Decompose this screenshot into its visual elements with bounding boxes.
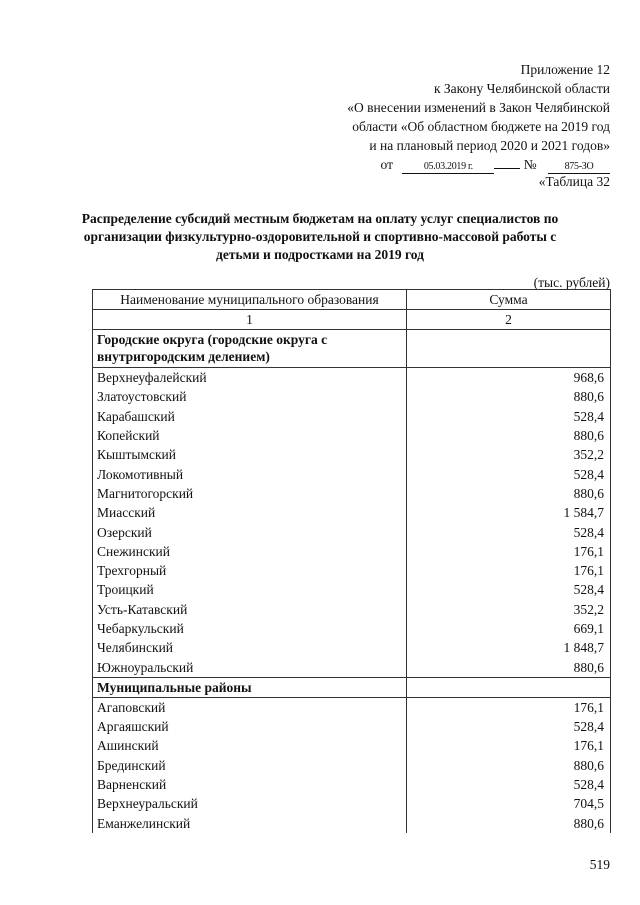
municipality-name: Усть-Катавский — [93, 600, 407, 619]
subsidy-amount: 528,4 — [407, 580, 611, 599]
subsidy-amount: 880,6 — [407, 387, 611, 406]
municipality-name: Верхнеуральский — [93, 794, 407, 813]
table-row — [93, 697, 611, 717]
header-sum: Сумма — [407, 290, 611, 310]
section-value-empty — [407, 330, 611, 368]
municipality-name: Карабашский — [93, 407, 407, 426]
subsidy-amount: 669,1 — [407, 619, 611, 638]
subsidy-amount: 528,4 — [407, 717, 611, 736]
header-name: Наименование муниципального образования — [93, 290, 407, 310]
table-row — [93, 619, 611, 638]
municipality-name: Троицкий — [93, 580, 407, 599]
section-title: Муниципальные районы — [93, 677, 407, 697]
table-label: «Таблица 32 — [538, 174, 610, 189]
subsidy-amount: 528,4 — [407, 522, 611, 541]
subsidy-amount: 880,6 — [407, 814, 611, 833]
table-row — [93, 407, 611, 426]
municipality-name: Копейский — [93, 426, 407, 445]
municipality-name: Агаповский — [93, 697, 407, 717]
municipality-name: Миасский — [93, 503, 407, 522]
municipality-name: Златоустовский — [93, 387, 407, 406]
appendix-header — [280, 60, 610, 174]
table-header-row — [93, 290, 611, 310]
municipality-name: Ашинский — [93, 736, 407, 755]
column-number-row — [93, 310, 611, 330]
appendix-line-4: области «Об областном бюджете на 2019 год — [352, 119, 610, 134]
subsidy-amount: 176,1 — [407, 697, 611, 717]
subsidy-amount: 176,1 — [407, 542, 611, 561]
subsidy-table — [92, 289, 611, 833]
from-label: от — [380, 157, 393, 172]
section-title: Городские округа (городские округа с внутригородским делением) — [93, 330, 407, 368]
column-number-1: 1 — [93, 310, 407, 330]
municipality-name: Аргаяшский — [93, 717, 407, 736]
subsidy-amount: 528,4 — [407, 464, 611, 483]
subsidy-amount: 528,4 — [407, 407, 611, 426]
subsidy-amount: 176,1 — [407, 736, 611, 755]
law-number: 875-ЗО — [548, 161, 610, 174]
municipality-name: Южноуральский — [93, 657, 407, 677]
municipality-name: Кыштымский — [93, 445, 407, 464]
subsidy-amount: 968,6 — [407, 368, 611, 388]
number-sign: № — [523, 157, 537, 172]
municipality-name: Снежинский — [93, 542, 407, 561]
section-value-empty — [407, 677, 611, 697]
appendix-line-2: к Закону Челябинской области — [433, 81, 610, 96]
document-title: Распределение субсидий местным бюджетам на оплату услуг специалистов по организации физкультурно-оздоровительной и спортивно-массовой работы с детьми и подростками на 2019 год — [81, 211, 559, 262]
date-blank — [494, 168, 520, 169]
municipality-name: Локомотивный — [93, 464, 407, 483]
subsidy-amount: 352,2 — [407, 445, 611, 464]
table-row — [93, 561, 611, 580]
units-note: (тыс. рублей) — [533, 275, 610, 290]
municipality-name: Брединский — [93, 756, 407, 775]
municipality-name: Верхнеуфалейский — [93, 368, 407, 388]
municipality-name: Еманжелинский — [93, 814, 407, 833]
table-row — [93, 464, 611, 483]
table-row — [93, 600, 611, 619]
municipality-name: Магнитогорский — [93, 484, 407, 503]
subsidy-amount: 528,4 — [407, 775, 611, 794]
subsidy-amount: 1 848,7 — [407, 638, 611, 657]
table-row — [93, 484, 611, 503]
law-date: 05.03.2019 г. — [402, 161, 494, 174]
subsidy-amount: 880,6 — [407, 426, 611, 445]
page-number: 519 — [589, 857, 610, 872]
municipality-name: Варненский — [93, 775, 407, 794]
municipality-name: Челябинский — [93, 638, 407, 657]
table-row — [93, 445, 611, 464]
subsidy-amount: 704,5 — [407, 794, 611, 813]
municipality-name: Озерский — [93, 522, 407, 541]
appendix-line-5: и на плановый период 2020 и 2021 годов» — [369, 138, 610, 153]
law-signature-line — [280, 155, 610, 174]
subsidy-amount: 1 584,7 — [407, 503, 611, 522]
table-row — [93, 775, 611, 794]
subsidy-amount: 176,1 — [407, 561, 611, 580]
column-number-2: 2 — [407, 310, 611, 330]
table-row — [93, 387, 611, 406]
appendix-line-3: «О внесении изменений в Закон Челябинской — [347, 100, 610, 115]
table-row — [93, 794, 611, 813]
subsidy-amount: 880,6 — [407, 657, 611, 677]
appendix-line-1: Приложение 12 — [520, 62, 610, 77]
table-row — [93, 426, 611, 445]
table-row — [93, 736, 611, 755]
section-row-urban-districts — [93, 330, 611, 368]
section-row-municipal-districts — [93, 677, 611, 697]
table-row — [93, 503, 611, 522]
table-row — [93, 522, 611, 541]
table-row — [93, 814, 611, 833]
subsidy-amount: 880,6 — [407, 756, 611, 775]
municipality-name: Трехгорный — [93, 561, 407, 580]
subsidy-amount: 352,2 — [407, 600, 611, 619]
table-row — [93, 657, 611, 677]
table-row — [93, 542, 611, 561]
table-row — [93, 580, 611, 599]
table-row — [93, 638, 611, 657]
table-row — [93, 368, 611, 388]
table-row — [93, 756, 611, 775]
subsidy-amount: 880,6 — [407, 484, 611, 503]
table-row — [93, 717, 611, 736]
municipality-name: Чебаркульский — [93, 619, 407, 638]
